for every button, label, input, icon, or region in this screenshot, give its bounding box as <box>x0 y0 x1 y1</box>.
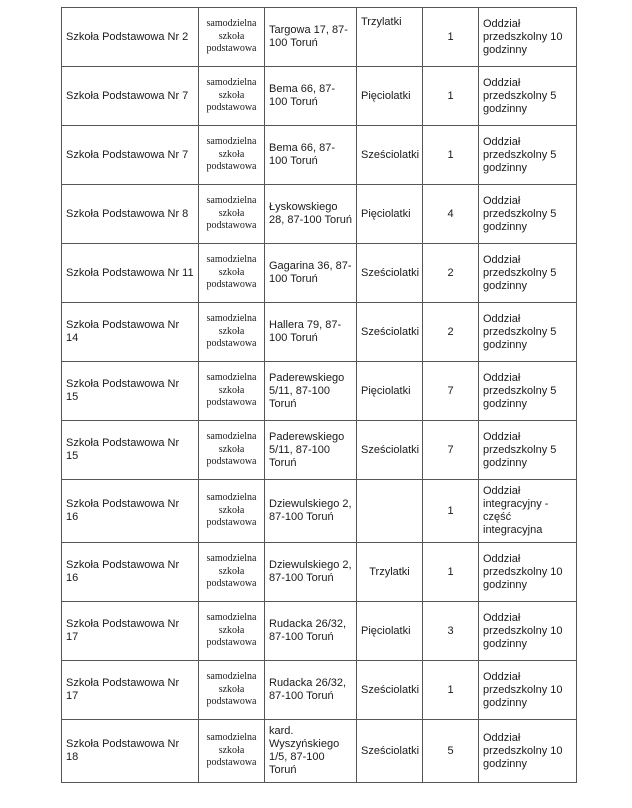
unit-count-cell: 2 <box>423 244 479 303</box>
table-row <box>62 661 577 720</box>
table-row <box>62 185 577 244</box>
unit-count-cell: 2 <box>423 303 479 362</box>
age-group-cell: Pięciolatki <box>357 602 423 661</box>
school-name-cell: Szkoła Podstawowa Nr 18 <box>62 720 199 783</box>
unit-type-cell: Oddział przedszkolny 10 godzinny <box>479 543 577 602</box>
school-type-cell: samodzielna szkoła podstawowa <box>199 661 265 720</box>
school-type-cell: samodzielna szkoła podstawowa <box>199 126 265 185</box>
school-type-cell: samodzielna szkoła podstawowa <box>199 185 265 244</box>
address-cell: Paderewskiego 5/11, 87-100 Toruń <box>265 421 357 480</box>
address-cell: Bema 66, 87-100 Toruń <box>265 126 357 185</box>
unit-type-cell: Oddział przedszkolny 5 godzinny <box>479 303 577 362</box>
school-type-cell: samodzielna szkoła podstawowa <box>199 480 265 543</box>
table-row <box>62 67 577 126</box>
age-group-cell: Sześciolatki <box>357 126 423 185</box>
unit-type-cell: Oddział przedszkolny 5 godzinny <box>479 362 577 421</box>
unit-type-cell: Oddział integracyjny - część integracyjna <box>479 480 577 543</box>
age-group-cell: Sześciolatki <box>357 303 423 362</box>
unit-count-cell: 1 <box>423 480 479 543</box>
age-group-cell: Pięciolatki <box>357 362 423 421</box>
unit-count-cell: 7 <box>423 421 479 480</box>
age-group-cell: Pięciolatki <box>357 67 423 126</box>
unit-type-cell: Oddział przedszkolny 5 godzinny <box>479 244 577 303</box>
table-row <box>62 126 577 185</box>
unit-type-cell: Oddział przedszkolny 10 godzinny <box>479 8 577 67</box>
address-cell: Targowa 17, 87-100 Toruń <box>265 8 357 67</box>
age-group-cell: Trzylatki <box>357 543 423 602</box>
age-group-cell: Sześciolatki <box>357 421 423 480</box>
table-row <box>62 244 577 303</box>
age-group-cell: Sześciolatki <box>357 244 423 303</box>
age-group-cell: Sześciolatki <box>357 661 423 720</box>
school-name-cell: Szkoła Podstawowa Nr 11 <box>62 244 199 303</box>
address-cell: Dziewulskiego 2, 87-100 Toruń <box>265 480 357 543</box>
school-name-cell: Szkoła Podstawowa Nr 15 <box>62 421 199 480</box>
unit-type-cell: Oddział przedszkolny 5 godzinny <box>479 67 577 126</box>
unit-count-cell: 4 <box>423 185 479 244</box>
table-row <box>62 480 577 543</box>
school-name-cell: Szkoła Podstawowa Nr 16 <box>62 543 199 602</box>
unit-count-cell: 1 <box>423 543 479 602</box>
school-type-cell: samodzielna szkoła podstawowa <box>199 8 265 67</box>
table-row <box>62 362 577 421</box>
school-type-cell: samodzielna szkoła podstawowa <box>199 67 265 126</box>
unit-count-cell: 1 <box>423 126 479 185</box>
school-type-cell: samodzielna szkoła podstawowa <box>199 362 265 421</box>
unit-type-cell: Oddział przedszkolny 10 godzinny <box>479 602 577 661</box>
unit-type-cell: Oddział przedszkolny 10 godzinny <box>479 661 577 720</box>
address-cell: Rudacka 26/32, 87-100 Toruń <box>265 602 357 661</box>
school-type-cell: samodzielna szkoła podstawowa <box>199 720 265 783</box>
school-type-cell: samodzielna szkoła podstawowa <box>199 602 265 661</box>
unit-count-cell: 5 <box>423 720 479 783</box>
unit-count-cell: 1 <box>423 67 479 126</box>
address-cell: Paderewskiego 5/11, 87-100 Toruń <box>265 362 357 421</box>
address-cell: Bema 66, 87-100 Toruń <box>265 67 357 126</box>
school-type-cell: samodzielna szkoła podstawowa <box>199 543 265 602</box>
table-row <box>62 602 577 661</box>
school-name-cell: Szkoła Podstawowa Nr 14 <box>62 303 199 362</box>
age-group-cell: Sześciolatki <box>357 720 423 783</box>
unit-count-cell: 1 <box>423 661 479 720</box>
school-name-cell: Szkoła Podstawowa Nr 17 <box>62 661 199 720</box>
age-group-cell <box>357 480 423 543</box>
address-cell: Hallera 79, 87-100 Toruń <box>265 303 357 362</box>
address-cell: Rudacka 26/32, 87-100 Toruń <box>265 661 357 720</box>
unit-count-cell: 7 <box>423 362 479 421</box>
school-name-cell: Szkoła Podstawowa Nr 16 <box>62 480 199 543</box>
address-cell: Dziewulskiego 2, 87-100 Toruń <box>265 543 357 602</box>
table-row <box>62 543 577 602</box>
unit-type-cell: Oddział przedszkolny 10 godzinny <box>479 720 577 783</box>
school-name-cell: Szkoła Podstawowa Nr 7 <box>62 126 199 185</box>
unit-type-cell: Oddział przedszkolny 5 godzinny <box>479 126 577 185</box>
age-group-cell: Trzylatki <box>357 8 423 67</box>
table-row <box>62 8 577 67</box>
school-name-cell: Szkoła Podstawowa Nr 7 <box>62 67 199 126</box>
school-name-cell: Szkoła Podstawowa Nr 15 <box>62 362 199 421</box>
school-type-cell: samodzielna szkoła podstawowa <box>199 303 265 362</box>
unit-type-cell: Oddział przedszkolny 5 godzinny <box>479 421 577 480</box>
schools-table <box>61 7 577 783</box>
table-body <box>62 8 577 783</box>
unit-count-cell: 3 <box>423 602 479 661</box>
school-type-cell: samodzielna szkoła podstawowa <box>199 244 265 303</box>
table-row <box>62 720 577 783</box>
address-cell: Gagarina 36, 87-100 Toruń <box>265 244 357 303</box>
school-type-cell: samodzielna szkoła podstawowa <box>199 421 265 480</box>
school-name-cell: Szkoła Podstawowa Nr 8 <box>62 185 199 244</box>
unit-type-cell: Oddział przedszkolny 5 godzinny <box>479 185 577 244</box>
unit-count-cell: 1 <box>423 8 479 67</box>
address-cell: Łyskowskiego 28, 87-100 Toruń <box>265 185 357 244</box>
school-name-cell: Szkoła Podstawowa Nr 2 <box>62 8 199 67</box>
school-name-cell: Szkoła Podstawowa Nr 17 <box>62 602 199 661</box>
table-row <box>62 421 577 480</box>
table-row <box>62 303 577 362</box>
age-group-cell: Pięciolatki <box>357 185 423 244</box>
address-cell: kard. Wyszyńskiego 1/5, 87-100 Toruń <box>265 720 357 783</box>
